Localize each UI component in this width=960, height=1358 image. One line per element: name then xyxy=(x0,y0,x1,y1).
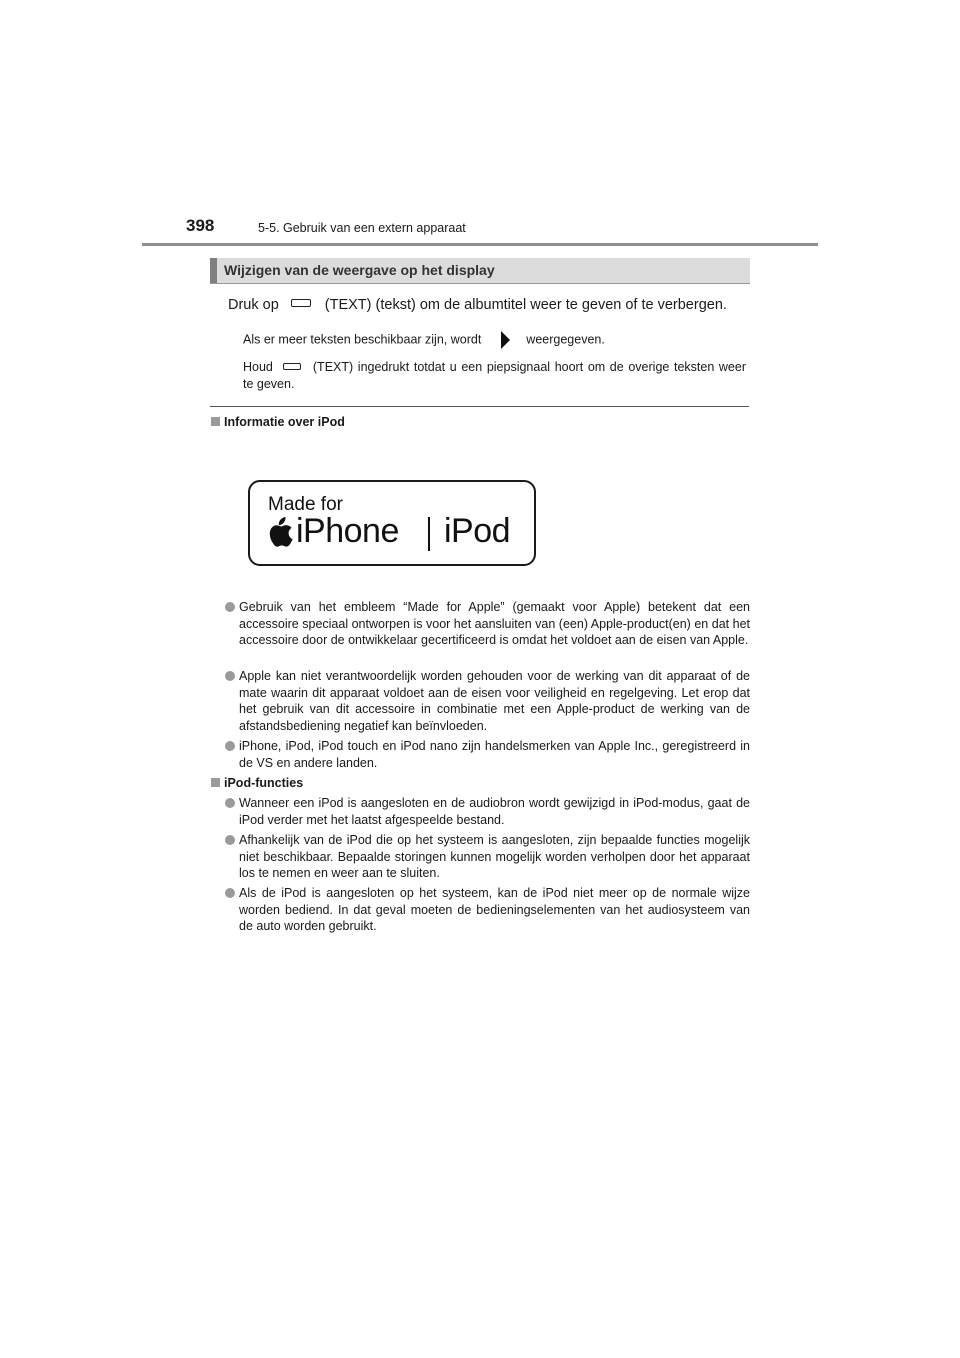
round-bullet-icon xyxy=(225,798,235,808)
round-bullet-icon xyxy=(225,888,235,898)
more-text-arrow-icon xyxy=(501,331,510,349)
subheading-ipod-functions xyxy=(211,776,303,790)
section-heading xyxy=(210,258,750,284)
lead-text-before: Druk op xyxy=(228,297,279,313)
note1-text-before: Als er meer teksten beschikbaar zijn, wordt xyxy=(243,332,482,347)
note2-text-before: Houd xyxy=(243,360,273,374)
subheading-text: Informatie over iPod xyxy=(224,415,345,429)
round-bullet-icon xyxy=(225,602,235,612)
heading-accent-bar xyxy=(210,258,217,283)
instruction-note-hold xyxy=(243,359,746,393)
lead-text-after: (TEXT) (tekst) om de albumtitel weer te geven of te verbergen. xyxy=(324,297,727,313)
list-item: Apple kan niet verantwoordelijk worden gehouden voor de werking van dit apparaat of de mate waarin dit apparaat voldoet aan de eisen voor veiligheid en regelgeving. Let erop dat het gebruik van dit accessoire in combinatie met een Apple-product de werking van de afstandsbediening negatief kan beïnvloeden. xyxy=(225,668,750,734)
logo-made-for: Made for xyxy=(268,494,343,515)
subheading-info-ipod xyxy=(211,415,345,429)
section-title: 5-5. Gebruik van een extern apparaat xyxy=(258,221,466,235)
page-number: 398 xyxy=(186,216,215,235)
round-bullet-icon xyxy=(225,835,235,845)
round-bullet-icon xyxy=(225,671,235,681)
note2-text-after: (TEXT) ingedrukt totdat u een piepsignaal hoort om de overige teksten weer te geven. xyxy=(243,360,746,391)
heading-text: Wijzigen van de weergave op het display xyxy=(224,262,495,278)
square-bullet-icon xyxy=(211,778,220,787)
logo-ipod: iPod xyxy=(444,512,511,550)
logo-divider xyxy=(428,517,430,551)
apple-logo-icon xyxy=(267,516,293,548)
list-item: Gebruik van het embleem “Made for Apple” (gemaakt voor Apple) betekent dat een accessoire speciaal ontworpen is voor het aansluiten van (een) Apple-product(en) en dat het accessoire door de ontwikkelaar gecertificeerd is omdat het voldoet aan de eisen van Apple. xyxy=(225,599,750,649)
round-bullet-icon xyxy=(225,741,235,751)
subheading-text: iPod-functies xyxy=(224,776,304,790)
list-item: Wanneer een iPod is aangesloten en de audiobron wordt gewijzigd in iPod-modus, gaat de iPod verder met het laatst afgespeelde bestand. xyxy=(225,795,750,828)
list-item: iPhone, iPod, iPod touch en iPod nano zijn handelsmerken van Apple Inc., geregistreerd in de VS en andere landen. xyxy=(225,738,750,771)
note1-text-after: weergegeven. xyxy=(526,332,605,347)
list-item: Afhankelijk van de iPod die op het systeem is aangesloten, zijn bepaalde functies mogelijk niet beschikbaar. Bepaalde storingen kunnen mogelijk worden verholpen door het apparaat los te nemen en weer aan te sluiten. xyxy=(225,832,750,882)
header-rule xyxy=(142,243,818,246)
logo-iphone: iPhone xyxy=(296,512,399,550)
text-button-icon xyxy=(283,363,301,370)
section-divider xyxy=(210,406,749,407)
instruction-lead xyxy=(228,297,727,313)
instruction-note-more-text xyxy=(243,331,605,349)
made-for-iphone-ipod-logo xyxy=(248,480,536,566)
square-bullet-icon xyxy=(211,417,220,426)
list-item: Als de iPod is aangesloten op het systeem, kan de iPod niet meer op de normale wijze worden bediend. In dat geval moeten de bedieningselementen van het audiosysteem van de auto worden gebruikt. xyxy=(225,885,750,935)
text-button-icon xyxy=(291,299,311,307)
